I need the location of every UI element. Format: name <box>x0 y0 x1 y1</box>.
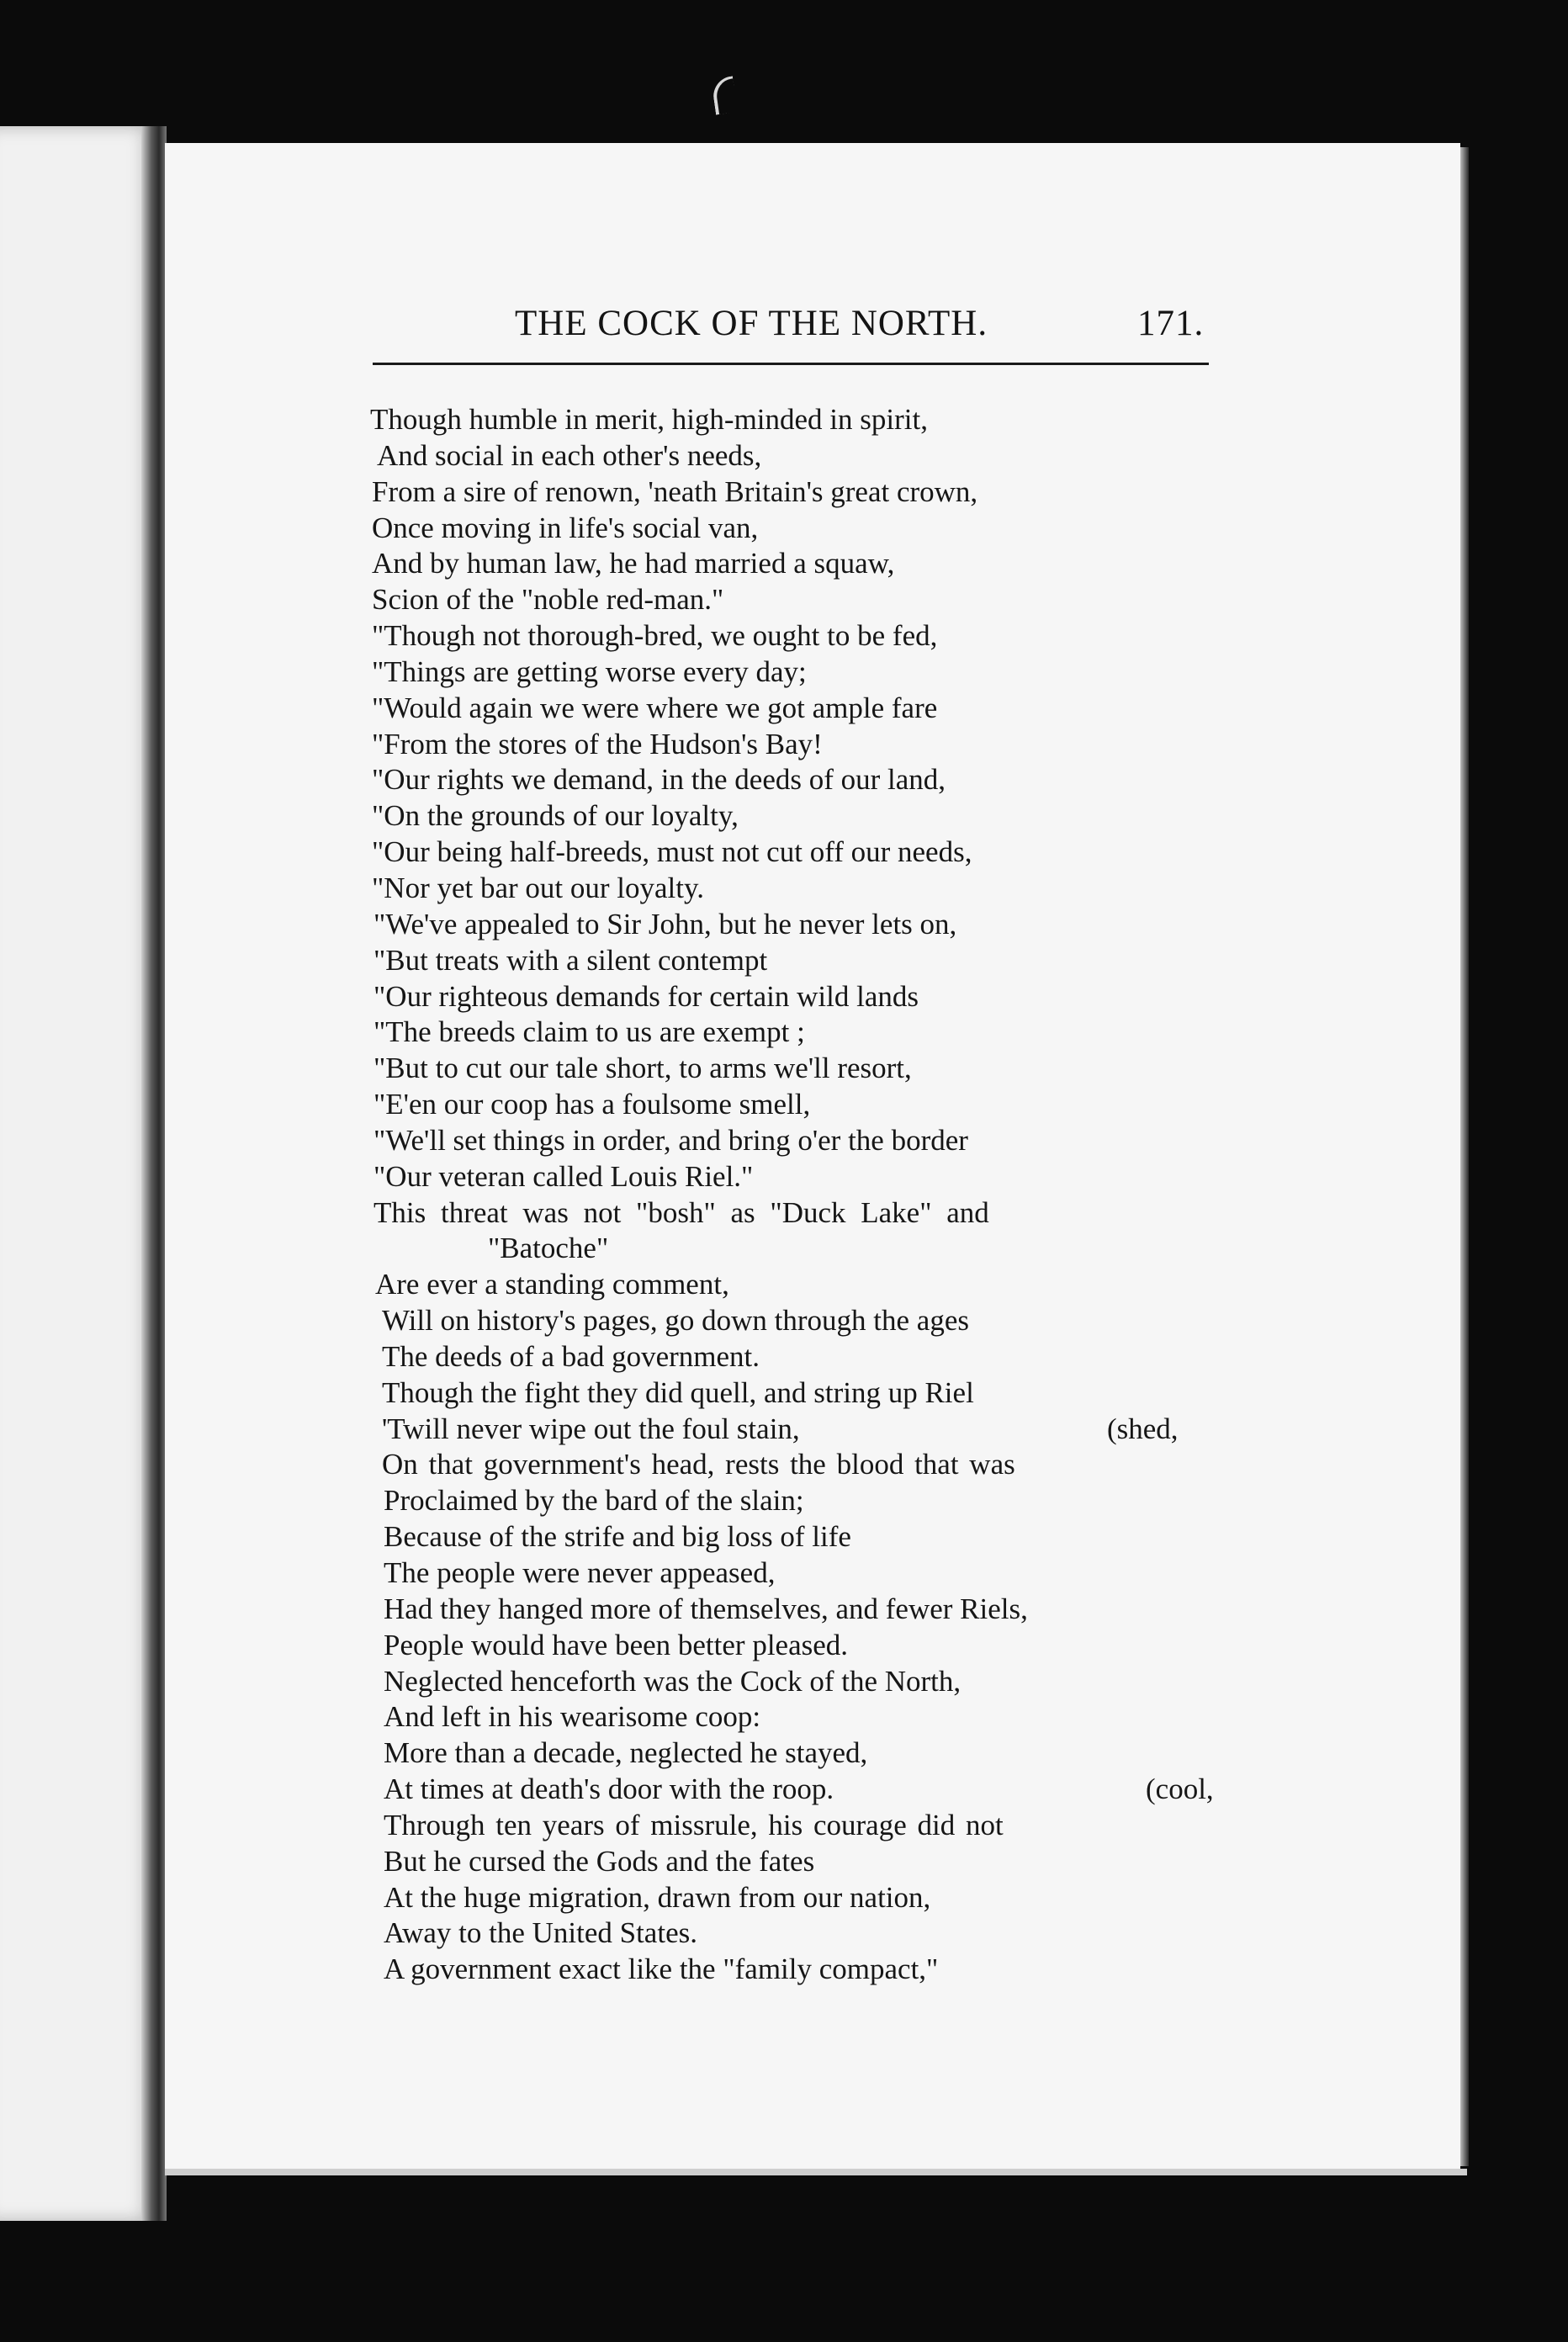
poem-line: "We'll set things in order, and bring o'er the border <box>373 1123 968 1157</box>
page-bottom-edge <box>165 2169 1467 2175</box>
poem-line: Proclaimed by the bard of the slain; <box>384 1484 804 1518</box>
poem-line: Though humble in merit, high-minded in spirit, <box>370 403 928 436</box>
poem-line: "Our being half-breeds, must not cut off our needs, <box>372 835 972 869</box>
poem-line: More than a decade, neglected he stayed, <box>384 1736 868 1770</box>
clip-mark <box>711 76 738 114</box>
left-page-edge <box>0 126 160 2221</box>
poem-line: "Batoche" <box>488 1232 609 1265</box>
poem-line: On that government's head, rests the blood that was <box>382 1448 1015 1481</box>
poem-line: At the huge migration, drawn from our nation, <box>384 1880 931 1914</box>
page-number: 171. <box>1137 304 1205 343</box>
poem-line: "The breeds claim to us are exempt ; <box>373 1015 805 1049</box>
poem-line: "But to cut our tale short, to arms we'll resort, <box>373 1052 912 1085</box>
poem-line: "Would again we were where we got ample fare <box>372 691 938 724</box>
poem-line: "Things are getting worse every day; <box>372 654 807 688</box>
poem-line: "On the grounds of our loyalty, <box>372 799 739 833</box>
poem-line: And by human law, he had married a squaw, <box>372 547 895 580</box>
poem-line: Had they hanged more of themselves, and fewer Riels, <box>384 1592 1028 1625</box>
poem-line: "Though not thorough-bred, we ought to be fed, <box>372 619 938 653</box>
poem-line: Through ten years of missrule, his courage did not <box>384 1808 1004 1841</box>
poem-line: "Our righteous demands for certain wild lands <box>373 979 919 1013</box>
poem-line: "From the stores of the Hudson's Bay! <box>372 727 823 760</box>
poem-line: At times at death's door with the roop. (cool, <box>384 1772 1242 1808</box>
poem-line: Scion of the "noble red-man." <box>372 583 724 617</box>
poem-line: Are ever a standing comment, <box>375 1268 729 1301</box>
poem-line: And social in each other's needs, <box>377 438 762 472</box>
book-gutter <box>141 126 167 2221</box>
poem-line: This threat was not "bosh" as "Duck Lake" and <box>373 1195 989 1229</box>
turnover-word: (shed, <box>1107 1412 1179 1445</box>
poem-line: "Nor yet bar out our loyalty. <box>372 871 704 904</box>
page-header <box>515 303 1221 345</box>
poem-line: Away to the United States. <box>384 1916 697 1950</box>
poem-line: Will on history's pages, go down through the ages <box>382 1304 970 1338</box>
poem-line: Because of the strife and big loss of life <box>384 1520 851 1554</box>
poem-text <box>370 402 1228 1988</box>
poem-line: Neglected henceforth was the Cock of the North, <box>384 1664 961 1698</box>
poem-line: 'Twill never wipe out the foul stain, (shed, <box>382 1412 1240 1448</box>
poem-line: Once moving in life's social van, <box>372 511 759 544</box>
poem-line: "Our veteran called Louis Riel." <box>373 1159 754 1193</box>
poem-line: And left in his wearisome coop: <box>384 1700 761 1734</box>
poem-line: From a sire of renown, 'neath Britain's great crown, <box>372 474 978 508</box>
poem-line: Though the fight they did quell, and string up Riel <box>382 1375 974 1409</box>
header-rule <box>373 363 1209 365</box>
running-title: THE COCK OF THE NORTH. <box>515 304 988 343</box>
poem-line: "Our rights we demand, in the deeds of our land, <box>372 763 946 797</box>
poem-line: "E'en our coop has a foulsome smell, <box>373 1088 811 1121</box>
poem-line: But he cursed the Gods and the fates <box>384 1844 815 1878</box>
poem-line: People would have been better pleased. <box>384 1628 849 1661</box>
poem-line: The deeds of a bad government. <box>382 1339 760 1373</box>
turnover-word: (cool, <box>1146 1772 1214 1806</box>
poem-line: "But treats with a silent contempt <box>373 943 768 977</box>
poem-line: "We've appealed to Sir John, but he never lets on, <box>373 907 957 941</box>
poem-line: A government exact like the "family compact," <box>384 1953 939 1986</box>
poem-line: The people were never appeased, <box>384 1556 776 1589</box>
page-shadow <box>1460 147 1469 2166</box>
